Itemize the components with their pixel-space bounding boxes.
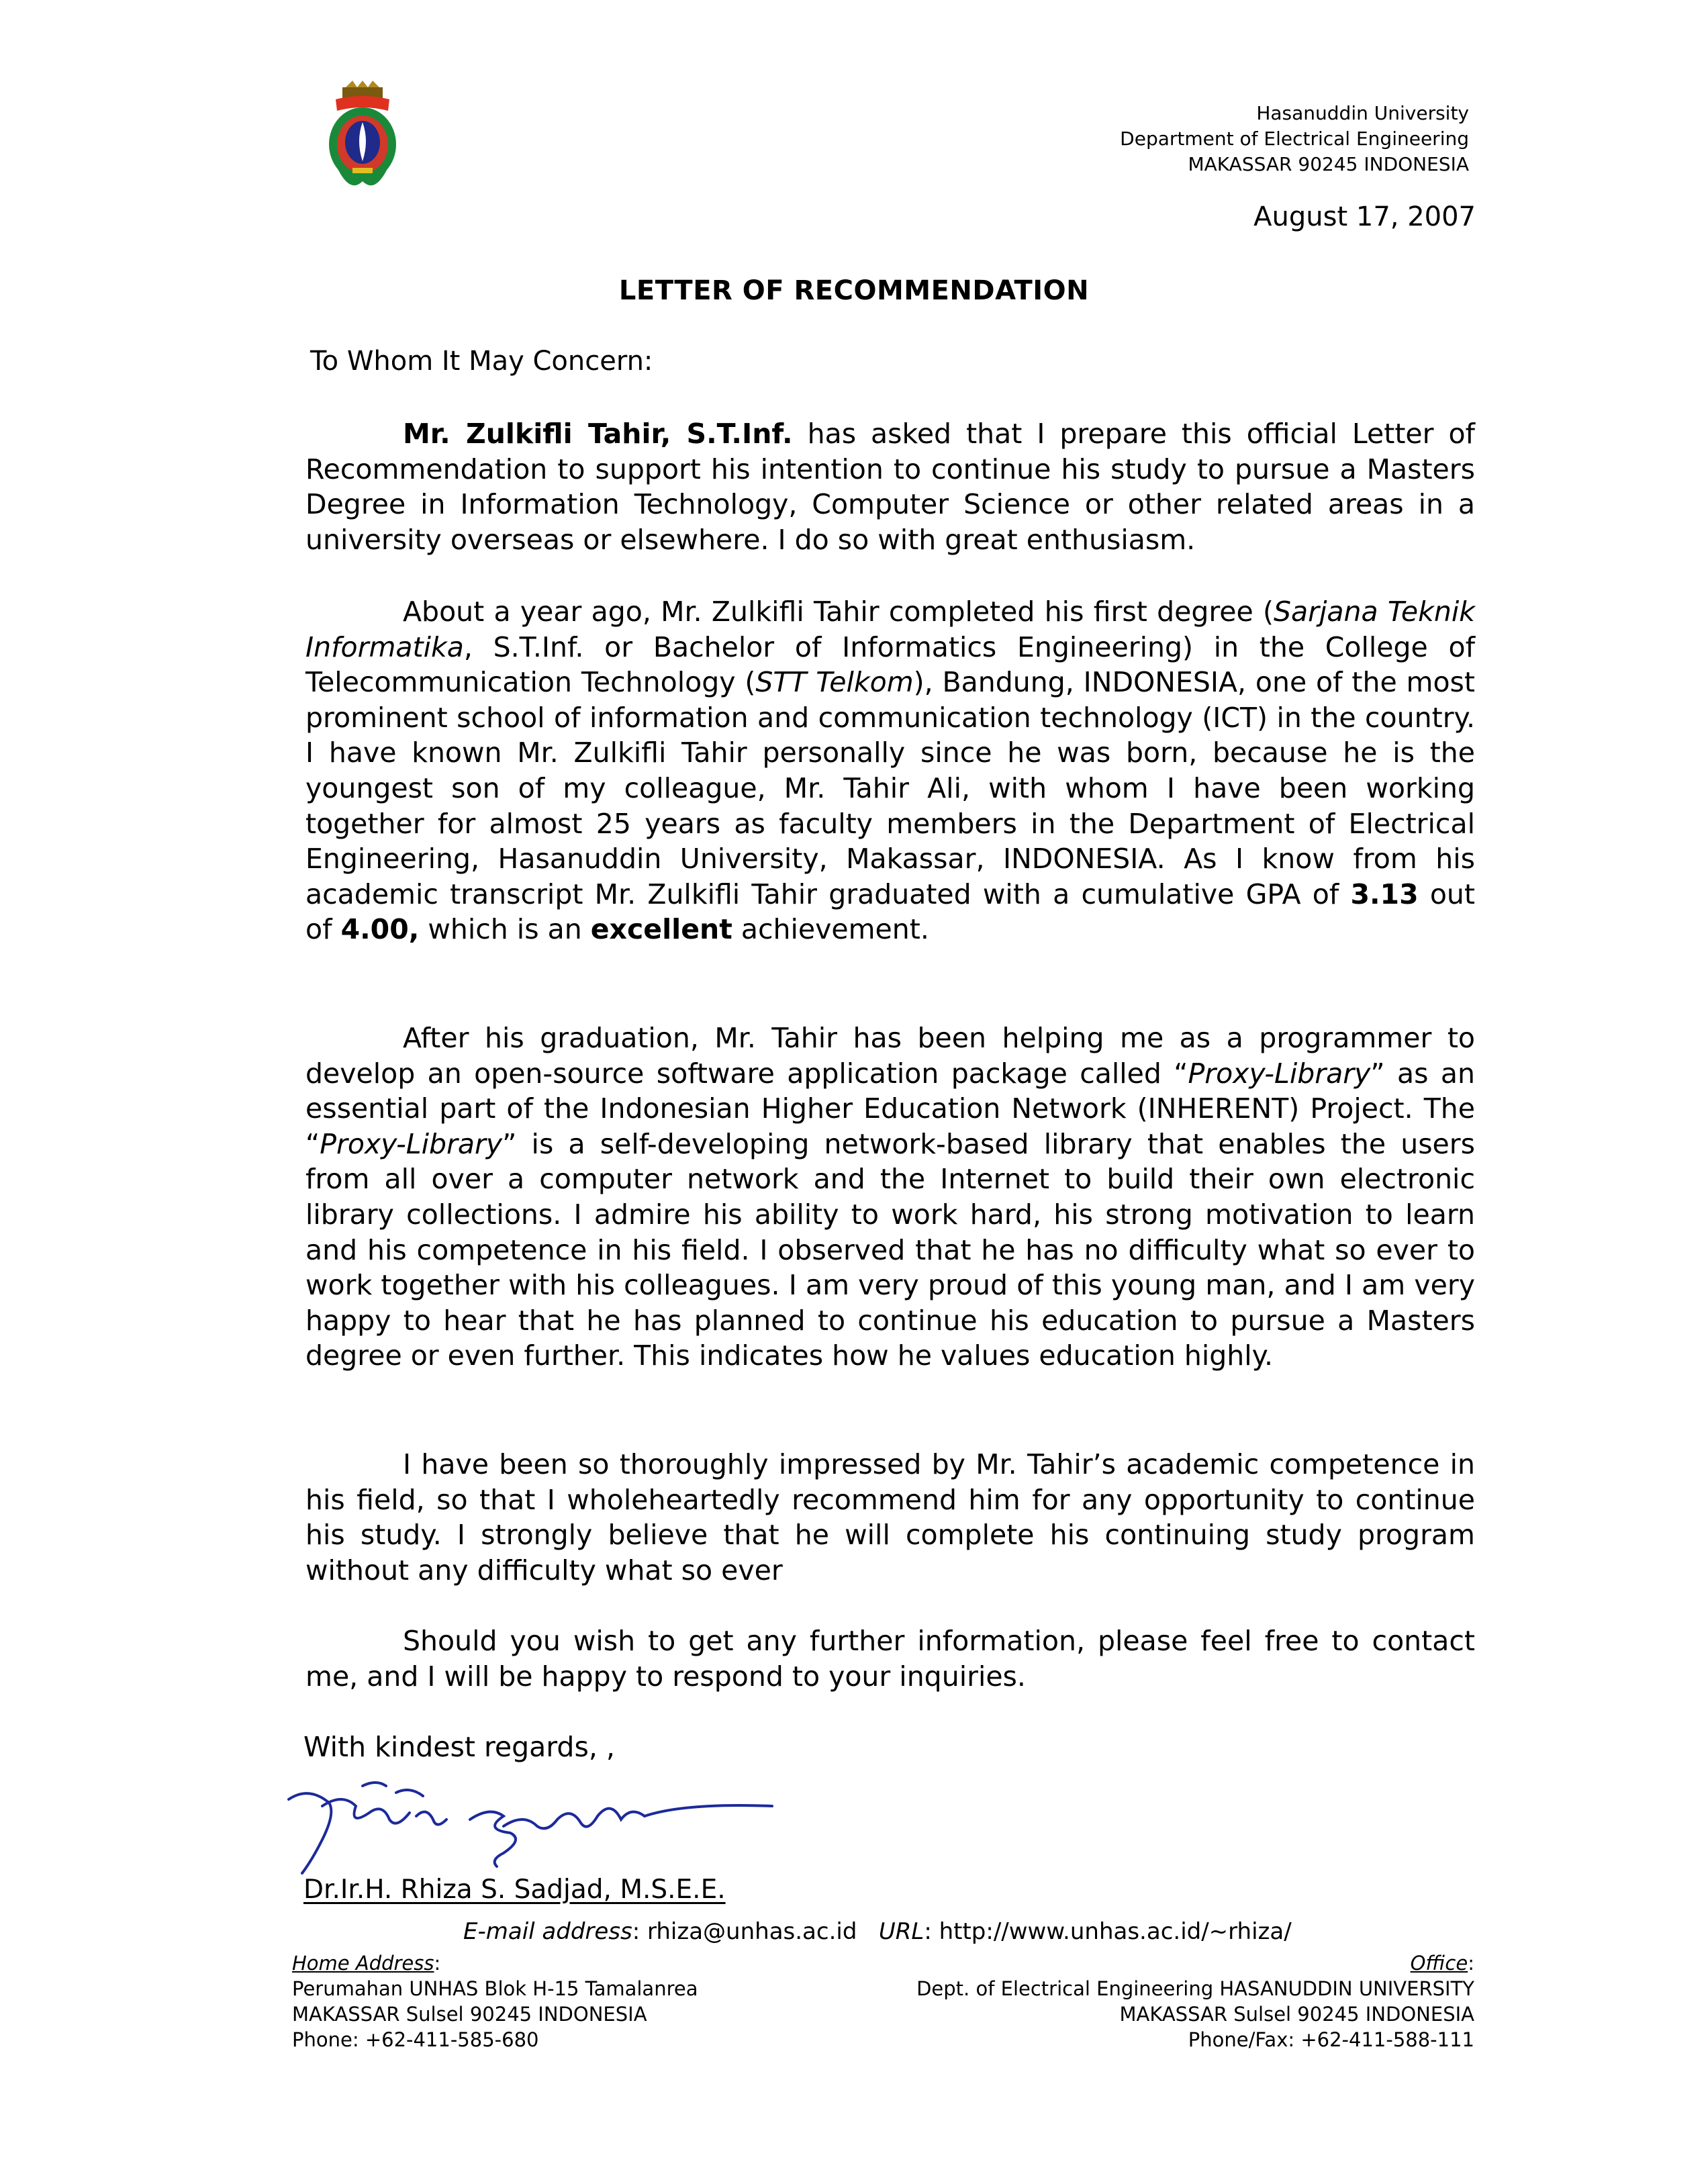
p2-text-3: ), Bandung, INDONESIA, one of the most prominent school of information and communication technology (ICT) in the country. I have known Mr. Zulkifli Tahir personally since he was born, because he is the youngest son of my colleague, Mr. Tahir Ali, with whom I have been working together for almost 25 years as faculty members in the Department of Electrical Engineering, Hasanuddin University, Makassar, INDONESIA. As I know from his academic transcript Mr. Zulkifli Tahir graduated with a cumulative GPA of: [305, 666, 1475, 910]
p2-text-2: , S.T.Inf. or Bachelor of Informatics Engineering) in the College of Telecommunication Technology (: [305, 630, 1475, 699]
salutation: To Whom It May Concern:: [310, 346, 653, 377]
office-address-heading: Office: [1410, 1952, 1468, 1975]
paragraph-1: [305, 416, 1475, 557]
letterhead: [1120, 101, 1469, 177]
p2-text-6: achievement.: [732, 913, 929, 946]
url-label: URL: [878, 1918, 924, 1945]
p3-software-name-2: Proxy-Library: [320, 1127, 503, 1160]
home-phone: Phone: +62-411-585-680: [292, 2028, 539, 2051]
p2-text-4: out of: [305, 878, 1475, 946]
office-phone: Phone/Fax: +62-411-588-111: [1188, 2028, 1474, 2051]
university-crest-icon: [316, 81, 410, 198]
candidate-name: Mr. Zulkifli Tahir, S.T.Inf.: [403, 418, 793, 450]
p2-text-1: About a year ago, Mr. Zulkifli Tahir completed his first degree (: [403, 596, 1274, 628]
letterhead-university: Hasanuddin University: [1256, 102, 1469, 124]
paragraph-5: Should you wish to get any further information, please feel free to contact me, and I will be happy to respond to your inquiries.: [305, 1625, 1475, 1693]
home-address-line-1: Perumahan UNHAS Blok H-15 Tamalanrea: [292, 1977, 698, 2000]
p2-gpa: 3.13: [1350, 878, 1419, 910]
office-address-line-1: Dept. of Electrical Engineering HASANUDDIN UNIVERSITY: [916, 1977, 1474, 2000]
paragraph-1-text: has asked that I prepare this official Letter of Recommendation to support his intention to continue his study to pursue a Masters Degree in Information Technology, Computer Science or other related areas in a university overseas or elsewhere. I do so with great enthusiasm.: [305, 418, 1475, 556]
email-value: rhiza@unhas.ac.id: [647, 1918, 857, 1945]
p3-text-3: ” is a self-developing network-based library that enables the users from all over a computer network and the Internet to build their own electronic library collections. I admire his ability to work hard, his strong motivation to learn and his competence in his field. I observed that he has no difficulty what so ever to work together with his colleagues. I am very proud of this young man, and I am very happy to hear that he has planned to continue his education to pursue a Masters degree or even further. This indicates how he values education highly.: [305, 1127, 1475, 1372]
letterhead-address: MAKASSAR 90245 INDONESIA: [1188, 153, 1469, 175]
p2-excellent: excellent: [590, 913, 732, 946]
office-address-line-2: MAKASSAR Sulsel 90245 INDONESIA: [1119, 2003, 1474, 2026]
letter-date: August 17, 2007: [1253, 201, 1476, 232]
paragraph-3: [305, 1021, 1475, 1374]
office-address-block: Office: Dept. of Electrical Engineering HASANUDDIN UNIVERSITY MAKASSAR Sulsel 90245 INDONESIA Phone/Fax: +62-411-588-111: [916, 1952, 1474, 2051]
signer-contact: E-mail address: rhiza@unhas.ac.id URL: http://www.unhas.ac.id/~rhiza/: [463, 1918, 1292, 1945]
paragraph-2: [305, 594, 1475, 947]
p2-college-abbrev: STT Telkom: [755, 666, 914, 699]
handwritten-signature: [282, 1766, 806, 1880]
letter-title: LETTER OF RECOMMENDATION: [618, 275, 1090, 306]
letterhead-department: Department of Electrical Engineering: [1120, 128, 1469, 150]
paragraph-4: I have been so thoroughly impressed by Mr. Tahir’s academic competence in his field, so that I wholeheartedly recommend him for any opportunity to continue his study. I strongly believe that he will complete his continuing study program without any difficulty what so ever: [305, 1448, 1475, 1587]
email-label: E-mail address: [463, 1918, 632, 1945]
p2-gpa-max: 4.00,: [340, 913, 420, 946]
p3-text-2: ” as an essential part of the Indonesian Higher Education Network (INHERENT) Project. The “: [305, 1057, 1475, 1160]
closing: With kindest regards, ,: [303, 1731, 615, 1763]
signer-name: Dr.Ir.H. Rhiza S. Sadjad, M.S.E.E.: [303, 1875, 726, 1905]
home-address-heading: Home Address: [292, 1952, 434, 1975]
url-value: http://www.unhas.ac.id/~rhiza/: [939, 1918, 1292, 1945]
p3-software-name-1: Proxy-Library: [1188, 1057, 1371, 1090]
p2-degree-name: Sarjana Teknik Informatika: [305, 596, 1475, 663]
home-address-block: Home Address: Perumahan UNHAS Blok H-15 Tamalanrea MAKASSAR Sulsel 90245 INDONESIA Phone: +62-411-585-680: [292, 1952, 698, 2051]
p2-text-5: which is an: [419, 913, 591, 946]
p3-text-1: After his graduation, Mr. Tahir has been helping me as a programmer to develop an open-source software application package called “: [305, 1022, 1475, 1090]
home-address-line-2: MAKASSAR Sulsel 90245 INDONESIA: [292, 2003, 647, 2026]
